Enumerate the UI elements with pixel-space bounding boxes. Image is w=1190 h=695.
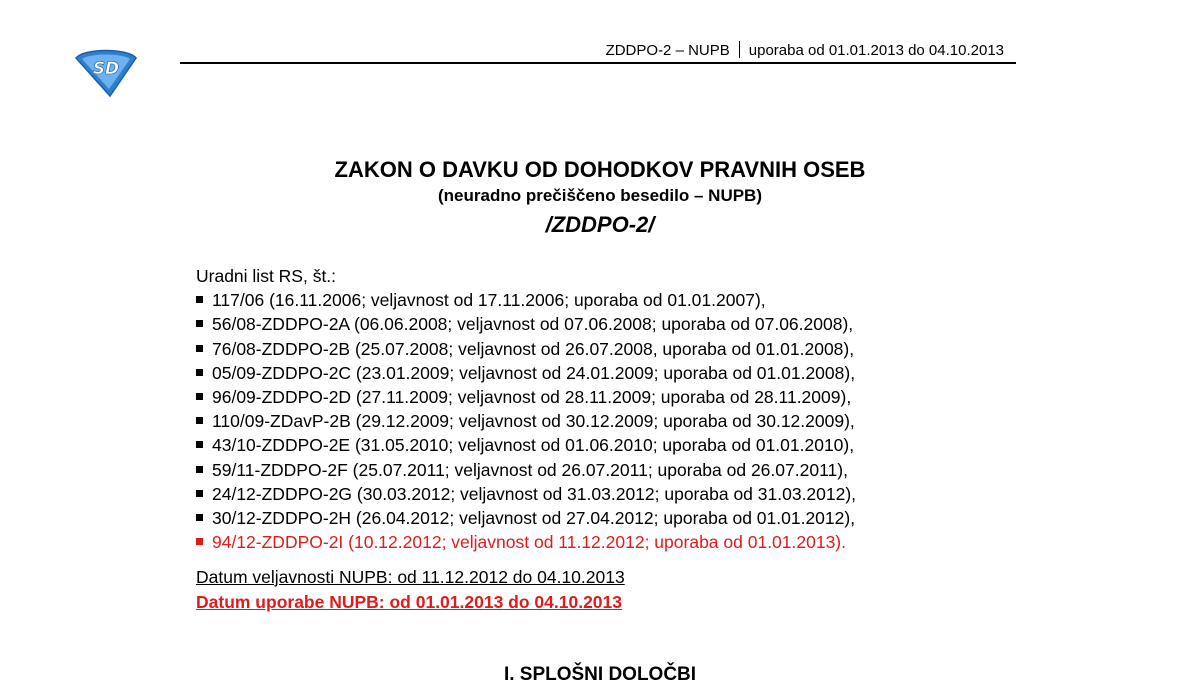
- gazette-item-text: 30/12-ZDDPO-2H (26.04.2012; veljavnost od 27.04.2012; uporaba od 01.01.2012),: [212, 508, 856, 529]
- gazette-item: [196, 506, 856, 530]
- svg-text:SD: SD: [92, 59, 120, 79]
- bullet-icon: [196, 466, 203, 473]
- header-document-short: ZDDPO-2 – NUPB: [605, 42, 730, 59]
- gazette-item: [196, 361, 856, 385]
- gazette-item-text: 117/06 (16.11.2006; veljavnost od 17.11.2006; uporaba od 01.01.2007),: [212, 290, 766, 311]
- sd-logo: [72, 44, 140, 98]
- gazette-item-text: 76/08-ZDDPO-2B (25.07.2008; veljavnost od 26.07.2008, uporaba od 01.01.2008),: [212, 338, 855, 359]
- gazette-item: [196, 337, 856, 361]
- bullet-icon: [196, 417, 203, 424]
- running-header-text: [606, 41, 1004, 59]
- bullet-icon: [196, 514, 203, 521]
- gazette-item-text: 110/09-ZDavP-2B (29.12.2009; veljavnost od 30.12.2009; uporaba od 30.12.2009),: [212, 411, 855, 432]
- gazette-item-text: 05/09-ZDDPO-2C (23.01.2009; veljavnost od 24.01.2009; uporaba od 01.01.2008),: [212, 362, 856, 383]
- gazette-label: Uradni list RS, št.:: [196, 266, 337, 286]
- bullet-icon: [196, 441, 203, 448]
- law-subtitle: (neuradno prečiščeno besedilo – NUPB): [437, 186, 762, 205]
- law-abbreviation: /ZDDPO-2/: [545, 212, 655, 237]
- gazette-item-text: 43/10-ZDDPO-2E (31.05.2010; veljavnost od 01.06.2010; uporaba od 01.01.2010),: [212, 435, 855, 456]
- official-gazette-list: [196, 264, 856, 554]
- gazette-item: [196, 385, 856, 409]
- law-title: ZAKON O DAVKU OD DOHODKOV PRAVNIH OSEB: [334, 157, 866, 182]
- gazette-item-current: [196, 530, 856, 554]
- header-application-period: uporaba od 01.01.2013 do 04.10.2013: [748, 42, 1004, 59]
- gazette-item: [196, 458, 856, 482]
- gazette-item: [196, 288, 856, 312]
- section-heading: I. SPLOŠNI DOLOČBI: [503, 664, 697, 685]
- header-separator: [739, 41, 740, 58]
- running-header: [180, 40, 1016, 64]
- gazette-item: [196, 482, 856, 506]
- gazette-item-text: 24/12-ZDDPO-2G (30.03.2012; veljavnost od 31.03.2012; uporaba od 31.03.2012),: [212, 483, 857, 504]
- gazette-item-text: 94/12-ZDDPO-2I (10.12.2012; veljavnost od 11.12.2012; uporaba od 01.01.2013).: [212, 532, 846, 553]
- gazette-item: [196, 409, 856, 433]
- bullet-icon: [196, 345, 203, 352]
- nupb-dates: [196, 565, 625, 615]
- gazette-item: [196, 433, 856, 457]
- gazette-item-text: 56/08-ZDDPO-2A (06.06.2008; veljavnost od 07.06.2008; uporaba od 07.06.2008),: [212, 314, 854, 335]
- bullet-icon: [196, 538, 203, 545]
- gazette-items: [196, 288, 856, 554]
- bullet-icon: [196, 369, 203, 376]
- bullet-icon: [196, 320, 203, 327]
- application-date: Datum uporabe NUPB: od 01.01.2013 do 04.10.2013: [196, 592, 622, 612]
- bullet-icon: [196, 393, 203, 400]
- gazette-item-text: 96/09-ZDDPO-2D (27.11.2009; veljavnost od 28.11.2009; uporaba od 28.11.2009),: [212, 387, 852, 408]
- bullet-icon: [196, 490, 203, 497]
- gazette-item: [196, 312, 856, 336]
- validity-date: Datum veljavnosti NUPB: od 11.12.2012 do 04.10.2013: [196, 567, 625, 587]
- gazette-item-text: 59/11-ZDDPO-2F (25.07.2011; veljavnost od 26.07.2011; uporaba od 26.07.2011),: [212, 459, 848, 480]
- bullet-icon: [196, 296, 203, 303]
